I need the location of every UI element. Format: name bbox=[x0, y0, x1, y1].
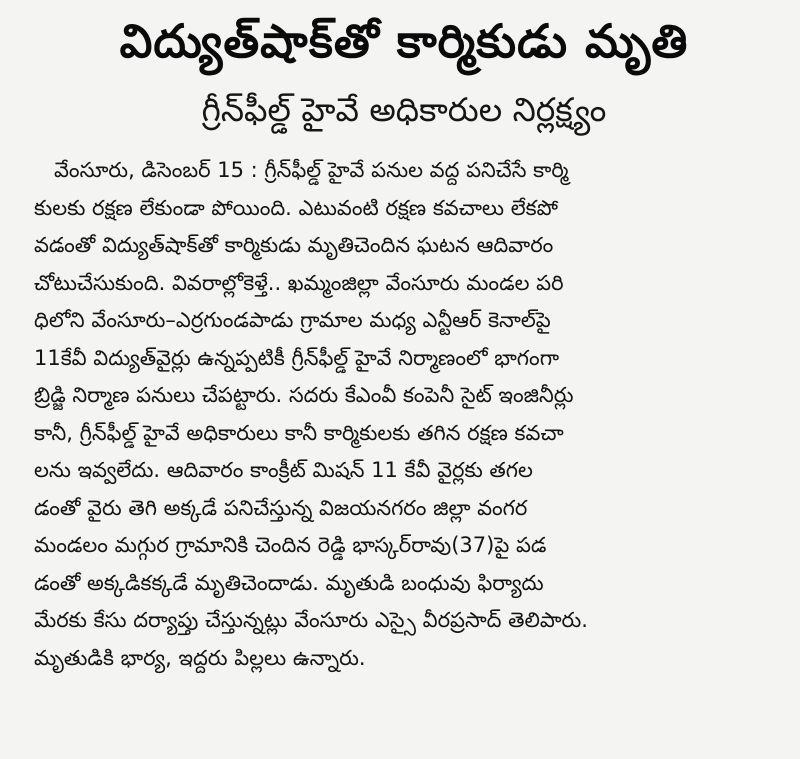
body-line: వడంతో విద్యుత్‌షాక్‌తో కార్మికుడు మృతిచెందిన ఘటన ఆదివారం bbox=[34, 233, 554, 257]
body-line: డంతో వైరు తెగి అక్కడే పనిచేస్తున్న విజయనగరం జిల్లా వంగర bbox=[34, 495, 528, 520]
body-line: వేంసూరు, డిసెంబర్‌ 15 : గ్రీన్‌ఫీల్డ్‌ హైవే పనుల వద్ద పనిచేసే కార్మి bbox=[54, 158, 569, 182]
body-line: కులకు రక్షణ లేకుండా పోయింది. ఎటువంటి రక్షణ కవచాలు లేకపో bbox=[34, 195, 558, 220]
article-body bbox=[34, 152, 774, 677]
body-line: ధిలోని వేంసూరు–ఎర్రగుండపాడు గ్రామాల మధ్య ఎన్టీఆర్‌ కెనాల్‌పై bbox=[34, 308, 551, 332]
headline: విద్యుత్‌షాక్‌తో కార్మికుడు మృతి bbox=[119, 14, 689, 68]
body-line: చోటుచేసుకుంది. వివరాల్లోకెళ్తే.. ఖమ్మంజిల్లా వేంసూరు మండల పరి bbox=[34, 270, 564, 295]
body-line: మండలం మగ్గుర గ్రామానికి చెందిన రెడ్డి భాస్కర్‌రావు(37)పై పడ bbox=[34, 533, 547, 557]
body-line: బ్రిడ్జి నిర్మాణ పనులు చేపట్టారు. సదరు కేఎంవీ కంపెనీ సైట్‌ ఇంజినీర్లు bbox=[34, 383, 574, 407]
body-line: 11కేవీ విద్యుత్‌వైర్లు ఉన్నప్పటికీ గ్రీన్‌ఫీల్డ్‌ హైవే నిర్మాణంలో భాగంగా bbox=[34, 345, 560, 370]
subheadline: గ్రీన్‌ఫీల్డ్‌ హైవే అధికారుల నిర్లక్ష్యం bbox=[201, 90, 607, 129]
body-line: కానీ, గ్రీన్‌ఫీల్డ్‌ హైవే అధికారులు కానీ కార్మికులకు తగిన రక్షణ కవచా bbox=[34, 420, 564, 445]
body-line: లను ఇవ్వలేదు. ఆదివారం కాంక్రీట్‌ మిషన్‌ 11 కేవీ వైర్లకు తగల bbox=[34, 458, 533, 482]
body-line: మేరకు కేసు దర్యాప్తు చేస్తున్నట్లు వేంసూరు ఎస్సై వీరప్రసాద్‌ తెలిపారు. bbox=[34, 608, 588, 632]
body-line: డంతో అక్కడికక్కడే మృతిచెందాడు. మృతుడి బంధువు ఫిర్యాదు bbox=[34, 570, 544, 595]
body-line: మృతుడికి భార్య, ఇద్దరు పిల్లలు ఉన్నారు. bbox=[34, 645, 366, 670]
